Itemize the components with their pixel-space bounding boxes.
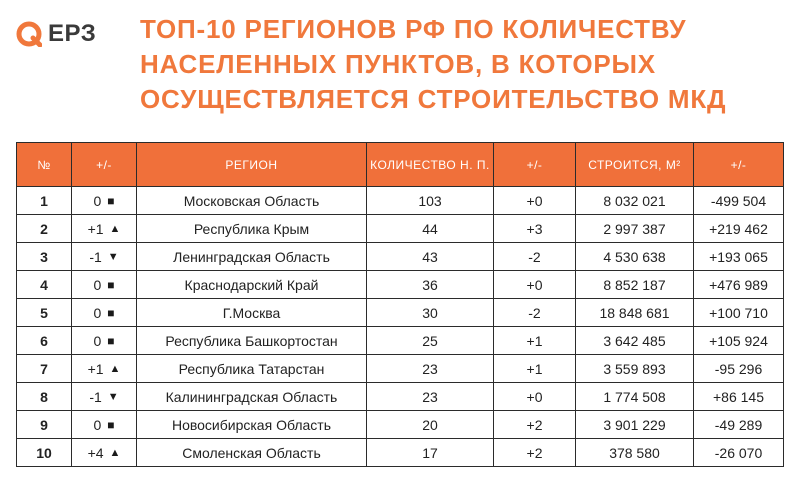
area-change-cell: +476 989: [694, 271, 784, 299]
settlement-count-cell: 44: [367, 215, 494, 243]
square-icon: ■: [107, 277, 115, 292]
rank-cell: 3: [17, 243, 72, 271]
region-cell: Республика Башкортостан: [137, 327, 367, 355]
region-cell: Московская Область: [137, 187, 367, 215]
rank-cell: 6: [17, 327, 72, 355]
count-change-cell: -2: [494, 243, 576, 271]
rank-cell: 10: [17, 439, 72, 467]
table-row: [17, 243, 784, 271]
rank-change-cell: [72, 299, 137, 327]
rank-change-cell: [72, 271, 137, 299]
region-cell: Республика Татарстан: [137, 355, 367, 383]
page-title: [140, 12, 790, 117]
settlement-count-cell: 23: [367, 355, 494, 383]
rank-change: [88, 445, 121, 461]
rank-change: [93, 305, 114, 321]
region-cell: Ленинградская Область: [137, 243, 367, 271]
logo: [16, 20, 96, 48]
column-header-count-change: +/-: [494, 143, 576, 187]
rank-change: [93, 277, 114, 293]
area-change-cell: +105 924: [694, 327, 784, 355]
count-change-cell: +2: [494, 411, 576, 439]
rank-cell: 8: [17, 383, 72, 411]
triangle-up-icon: ▲: [109, 446, 121, 459]
rank-change: [93, 333, 114, 349]
title-line: ОСУЩЕСТВЛЯЕТСЯ СТРОИТЕЛЬСТВО МКД: [140, 84, 727, 114]
rank-change-value: 0: [93, 192, 102, 209]
area-cell: 18 848 681: [576, 299, 694, 327]
settlement-count-cell: 43: [367, 243, 494, 271]
rank-cell: 9: [17, 411, 72, 439]
rank-change: [93, 417, 114, 433]
rank-change-cell: [72, 439, 137, 467]
title-line: НАСЕЛЕННЫХ ПУНКТОВ, В КОТОРЫХ: [140, 49, 656, 79]
count-change-cell: +0: [494, 187, 576, 215]
rank-change-value: +1: [87, 220, 104, 237]
settlement-count-cell: 103: [367, 187, 494, 215]
count-change-cell: +1: [494, 327, 576, 355]
region-cell: Новосибирская Область: [137, 411, 367, 439]
area-cell: 8 852 187: [576, 271, 694, 299]
title-line: ТОП-10 РЕГИОНОВ РФ ПО КОЛИЧЕСТВУ: [140, 14, 687, 44]
rank-change: [89, 389, 118, 405]
square-icon: ■: [107, 305, 115, 320]
area-cell: 3 901 229: [576, 411, 694, 439]
triangle-down-icon: ▼: [107, 390, 119, 403]
rank-cell: 1: [17, 187, 72, 215]
rank-cell: 4: [17, 271, 72, 299]
rank-change-cell: [72, 243, 137, 271]
count-change-cell: +1: [494, 355, 576, 383]
rank-change-value: 0: [93, 304, 102, 321]
area-cell: 4 530 638: [576, 243, 694, 271]
rank-change-value: 0: [93, 276, 102, 293]
area-cell: 3 559 893: [576, 355, 694, 383]
count-change-cell: +3: [494, 215, 576, 243]
rank-change: [88, 221, 121, 237]
triangle-down-icon: ▼: [107, 250, 119, 263]
square-icon: ■: [107, 333, 115, 348]
rank-change: [89, 249, 118, 265]
area-cell: 3 642 485: [576, 327, 694, 355]
rank-cell: 7: [17, 355, 72, 383]
table-row: [17, 411, 784, 439]
rank-change-value: +4: [87, 444, 104, 461]
area-change-cell: -499 504: [694, 187, 784, 215]
table-row: [17, 187, 784, 215]
region-cell: Краснодарский Край: [137, 271, 367, 299]
column-header-region: РЕГИОН: [137, 143, 367, 187]
area-change-cell: -49 289: [694, 411, 784, 439]
table-row: [17, 299, 784, 327]
triangle-up-icon: ▲: [109, 362, 121, 375]
table-row: [17, 215, 784, 243]
area-cell: 1 774 508: [576, 383, 694, 411]
rank-cell: 2: [17, 215, 72, 243]
regions-table: [16, 142, 784, 467]
region-cell: Республика Крым: [137, 215, 367, 243]
rank-cell: 5: [17, 299, 72, 327]
settlement-count-cell: 20: [367, 411, 494, 439]
rank-change-cell: [72, 411, 137, 439]
area-change-cell: +193 065: [694, 243, 784, 271]
column-header-area-change: +/-: [694, 143, 784, 187]
area-cell: 8 032 021: [576, 187, 694, 215]
table-header-row: [17, 143, 784, 187]
settlement-count-cell: 17: [367, 439, 494, 467]
rank-change-cell: [72, 383, 137, 411]
area-change-cell: +219 462: [694, 215, 784, 243]
region-cell: Г.Москва: [137, 299, 367, 327]
rank-change-cell: [72, 187, 137, 215]
table-row: [17, 271, 784, 299]
column-header-area-under-construction: СТРОИТСЯ, М²: [576, 143, 694, 187]
settlement-count-cell: 36: [367, 271, 494, 299]
rank-change-value: -1: [89, 388, 102, 405]
column-header-rank: №: [17, 143, 72, 187]
rank-change: [93, 193, 114, 209]
triangle-up-icon: ▲: [109, 222, 121, 235]
count-change-cell: +0: [494, 383, 576, 411]
rank-change-cell: [72, 355, 137, 383]
area-change-cell: +100 710: [694, 299, 784, 327]
square-icon: ■: [107, 417, 115, 432]
table-row: [17, 327, 784, 355]
region-cell: Калининградская Область: [137, 383, 367, 411]
count-change-cell: +0: [494, 271, 576, 299]
count-change-cell: +2: [494, 439, 576, 467]
column-header-settlement-count: КОЛИЧЕСТВО Н. П.: [367, 143, 494, 187]
area-cell: 2 997 387: [576, 215, 694, 243]
region-cell: Смоленская Область: [137, 439, 367, 467]
settlement-count-cell: 25: [367, 327, 494, 355]
rank-change: [88, 361, 121, 377]
table-row: [17, 439, 784, 467]
table-row: [17, 383, 784, 411]
table-row: [17, 355, 784, 383]
settlement-count-cell: 23: [367, 383, 494, 411]
rank-change-value: -1: [89, 248, 102, 265]
rank-change-value: 0: [93, 332, 102, 349]
column-header-rank-change: +/-: [72, 143, 137, 187]
rank-change-cell: [72, 215, 137, 243]
rank-change-cell: [72, 327, 137, 355]
count-change-cell: -2: [494, 299, 576, 327]
rank-change-value: +1: [87, 360, 104, 377]
area-change-cell: -95 296: [694, 355, 784, 383]
area-change-cell: +86 145: [694, 383, 784, 411]
area-change-cell: -26 070: [694, 439, 784, 467]
logo-mark-icon: [16, 21, 42, 47]
rank-change-value: 0: [93, 416, 102, 433]
settlement-count-cell: 30: [367, 299, 494, 327]
area-cell: 378 580: [576, 439, 694, 467]
square-icon: ■: [107, 193, 115, 208]
logo-text: ЕРЗ: [48, 20, 97, 47]
